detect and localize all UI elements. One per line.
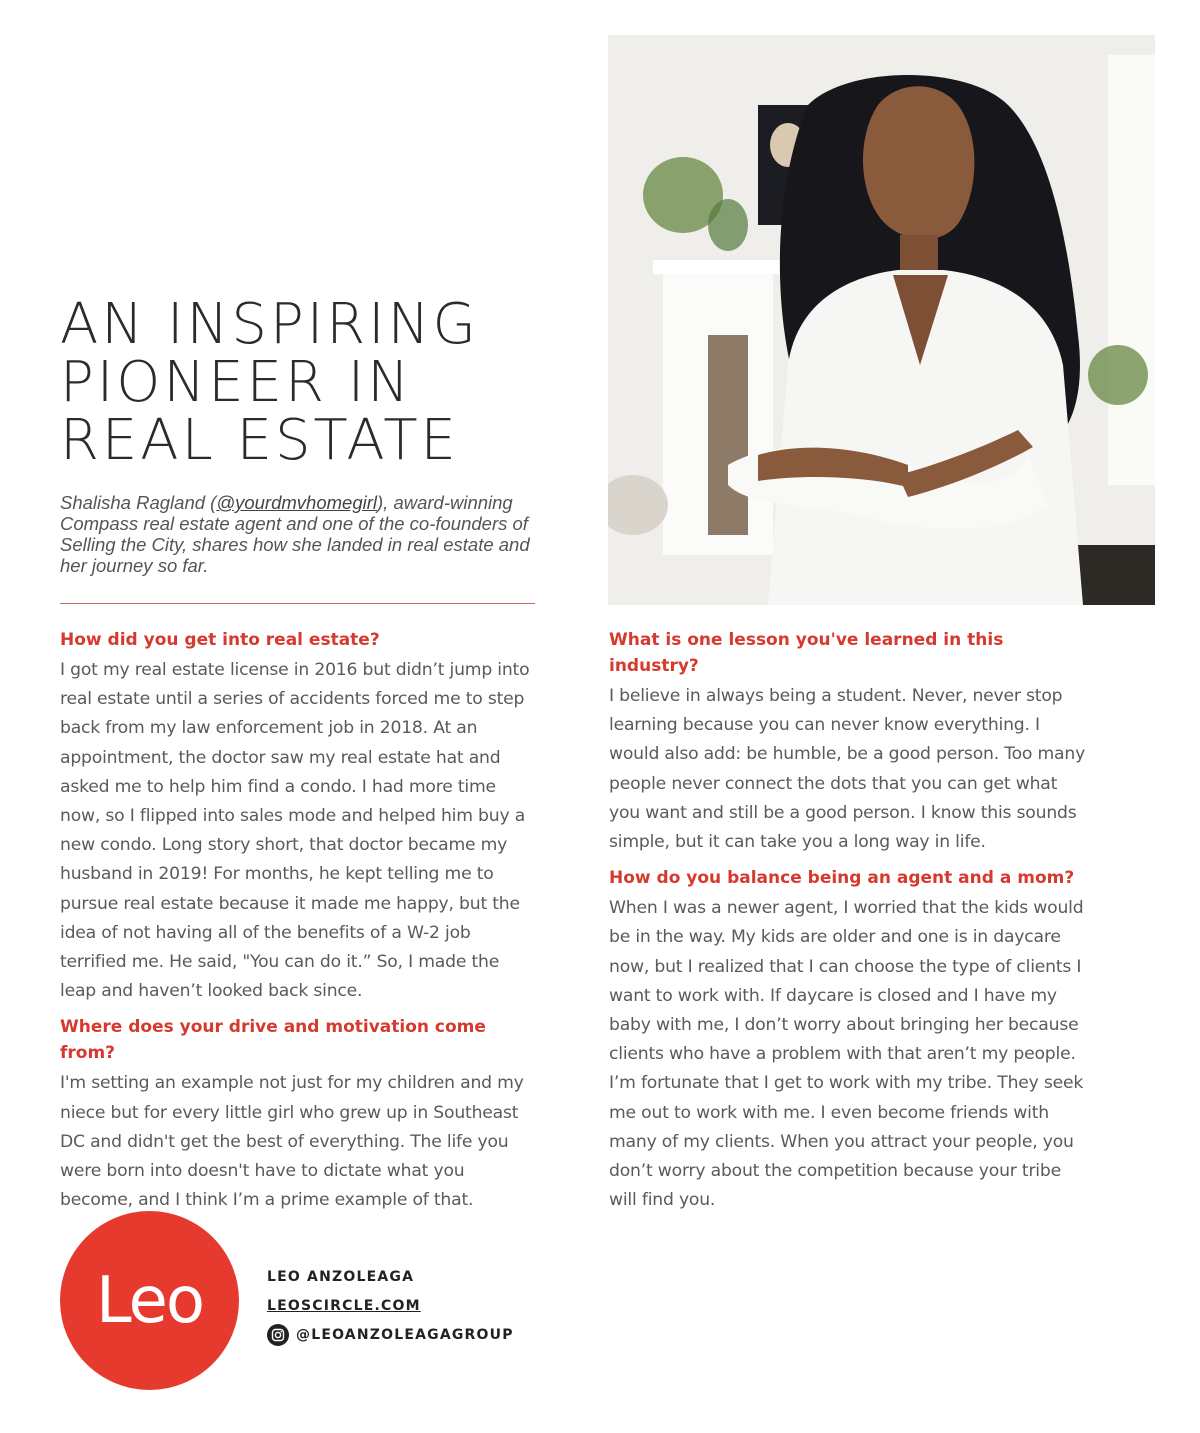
interview-answer: When I was a newer agent, I worried that the kids would be in the way. My kids are older and one is in daycare now, but I realized that I can choose the type of clients I want to work with. If daycare is closed and I have my baby with me, I don’t worry about bringing her because clients who have a problem with that aren’t my people. I’m fortunate that I get to work with my tribe. They seek me out to work with me. I even become friends with many of my clients. When you attract your people, you don’t worry about the competition because your tribe will find you.	[609, 898, 1084, 1211]
right-column	[609, 627, 1089, 1223]
title-line: AN INSPIRING	[60, 292, 479, 357]
article-dek	[60, 492, 540, 576]
left-column	[60, 627, 540, 1223]
section-divider	[60, 603, 535, 604]
article-title	[60, 292, 580, 473]
instagram-handle-link[interactable]: @yourdmvhomegirl	[216, 492, 377, 513]
website-link[interactable]: LEOSCIRCLE.COM	[267, 1297, 421, 1314]
dek-text-after: ), award-winning Compass real estate agent and one of the co-founders of Selling the City, shares how she landed in real estate and her journey so far.	[60, 492, 530, 576]
title-line: PIONEER IN	[60, 350, 413, 415]
instagram-link[interactable]	[267, 1320, 514, 1349]
interview-question: What is one lesson you've learned in this industry?	[609, 630, 1004, 676]
contact-block	[267, 1262, 514, 1349]
interview-question: Where does your drive and motivation come from?	[60, 1017, 486, 1064]
interview-question: How do you balance being an agent and a mom?	[609, 868, 1075, 889]
portrait-photo	[608, 35, 1155, 605]
instagram-handle: @LEOANZOLEAGAGROUP	[296, 1326, 514, 1343]
interview-answer: I got my real estate license in 2016 but didn’t jump into real estate until a series of accidents forced me to step back from my law enforcement job in 2018. At an appointment, the doctor saw my real estate hat and asked me to help him find a condo. I had more time now, so I flipped into sales mode and helped him buy a new condo. Long story short, that doctor became my husband in 2019! For months, he kept telling me to pursue real estate because it made me happy, but the idea of not having all of the benefits of a W-2 job terrified me. He said, "You can do it.” So, I made the leap and haven’t looked back since.	[60, 660, 530, 1002]
logo-text: Leo	[95, 1263, 204, 1338]
interview-question: How did you get into real estate?	[60, 630, 380, 650]
dek-text-before: Shalisha Ragland (	[60, 492, 217, 513]
title-line: REAL ESTATE	[60, 408, 459, 473]
interview-answer: I believe in always being a student. Never, never stop learning because you can never know everything. I would also add: be humble, be a good person. Too many people never connect the dots that you can get what you want and still be a good person. I know this sounds simple, but it can take you a long way in life.	[609, 686, 1086, 853]
interview-answer: I'm setting an example not just for my children and my niece but for every little girl who grew up in Southeast DC and didn't get the best of everything. The life you were born into doesn't have to dictate what you become, and I think I’m a prime example of that.	[60, 1073, 524, 1211]
agent-name: LEO ANZOLEAGA	[267, 1268, 415, 1285]
leo-logo	[60, 1211, 239, 1390]
instagram-icon	[267, 1324, 289, 1346]
